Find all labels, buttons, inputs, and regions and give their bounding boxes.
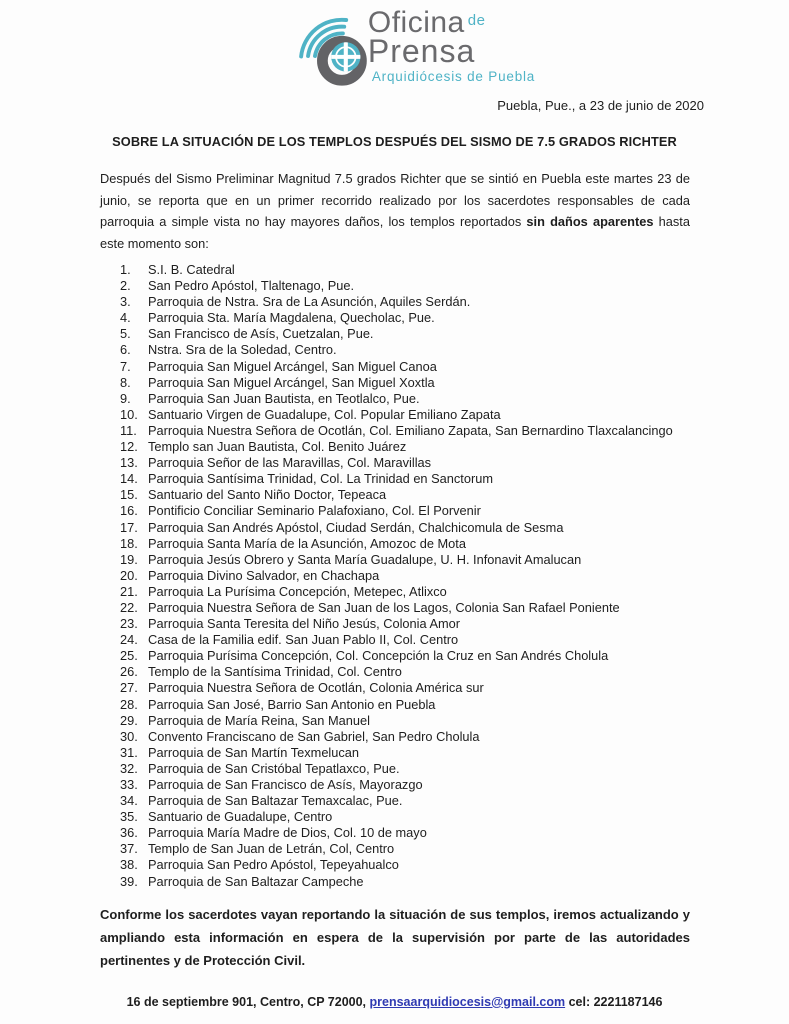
dateline: Puebla, Pue., a 23 de junio de 2020: [497, 98, 704, 113]
temple-name: Parroquia San Miguel Arcángel, San Miguel Xoxtla: [148, 374, 435, 390]
temple-name: Parroquia Santa Teresita del Niño Jesús, Colonia Amor: [148, 616, 461, 632]
temple-list-item: [120, 777, 729, 793]
temple-name: Parroquia de San Cristóbal Tepatlaxco, Pue.: [148, 760, 400, 776]
temple-list-item: [120, 729, 729, 745]
temple-list-item: [120, 278, 729, 294]
temple-list-item: [120, 520, 729, 536]
temple-list-item: [120, 342, 729, 358]
temple-list-item: [120, 423, 729, 439]
temple-name: Nstra. Sra de la Soledad, Centro.: [148, 342, 337, 358]
intro-text-after: hasta este momento son:: [100, 214, 690, 251]
temple-list-item: [120, 632, 729, 648]
temple-name: Parroquia Señor de las Maravillas, Col. Maravillas: [148, 455, 432, 471]
email-link[interactable]: prensaarquidiocesis@gmail.com: [369, 994, 566, 1009]
intro-paragraph: [100, 168, 690, 254]
temple-name: Parroquia San Pedro Apóstol, Tepeyahualco: [148, 857, 399, 873]
temple-name: San Francisco de Asís, Cuetzalan, Pue.: [148, 326, 374, 342]
temple-list-item: [120, 503, 729, 519]
temple-number: 3.: [120, 294, 131, 310]
intro-text-before: Después del Sismo Preliminar Magnitud 7.5 grados Richter que se sintió en Puebla este martes 23 de junio, se reporta que en un primer recorrido realizado por los sacerdotes responsables de cada parroquia a simple vista no hay mayores daños, los templos reportados: [100, 171, 690, 229]
temple-name: Parroquia Santísima Trinidad, Col. La Trinidad en Sanctorum: [148, 471, 493, 487]
press-office-logo-text: [368, 8, 535, 84]
temple-number: 7.: [120, 358, 131, 374]
temple-number: 27.: [120, 680, 138, 696]
temple-name: Parroquia Nuestra Señora de Ocotlán, Col. Emiliano Zapata, San Bernardino Tlaxcalancingo: [148, 422, 673, 438]
temple-list-item: [120, 648, 729, 664]
temple-list-item: [120, 841, 729, 857]
logo-de-text: de: [467, 12, 486, 29]
temple-list-item: [120, 471, 729, 487]
temple-list-item: [120, 536, 729, 552]
temple-number: 35.: [120, 809, 138, 825]
temple-number: 39.: [120, 873, 138, 889]
temple-name: Parroquia de San Baltazar Campeche: [148, 873, 364, 889]
temple-name: Templo de la Santísima Trinidad, Col. Centro: [148, 664, 402, 680]
temple-name: Parroquia de María Reina, San Manuel: [148, 712, 370, 728]
temple-number: 25.: [120, 648, 138, 664]
temple-number: 2.: [120, 278, 131, 294]
temple-number: 5.: [120, 326, 131, 342]
temple-list-item: [120, 359, 729, 375]
temple-number: 33.: [120, 777, 138, 792]
cross-window-icon: [322, 41, 361, 80]
temple-list-item: [120, 487, 729, 503]
temple-name: Parroquia de San Baltazar Temaxcalac, Pue.: [148, 793, 403, 809]
press-office-logo: [22, 0, 789, 88]
temple-list-item: [120, 375, 729, 391]
temple-number: 31.: [120, 744, 138, 760]
temple-list-item: [120, 713, 729, 729]
temple-number: 22.: [120, 599, 138, 615]
temple-number: 8.: [120, 374, 131, 390]
temple-number: 17.: [120, 519, 138, 535]
temple-name: Parroquia San Juan Bautista, en Teotlalco, Pue.: [148, 390, 420, 406]
temple-number: 21.: [120, 583, 138, 599]
temple-number: 38.: [120, 857, 138, 873]
temple-list-item: [120, 664, 729, 680]
temple-name: Parroquia Jesús Obrero y Santa María Guadalupe, U. H. Infonavit Amalucan: [148, 551, 582, 567]
temple-number: 15.: [120, 487, 138, 503]
temple-number: 9.: [120, 390, 131, 406]
temple-name: Parroquia San José, Barrio San Antonio en Puebla: [148, 696, 436, 712]
temple-name: Convento Franciscano de San Gabriel, San Pedro Cholula: [148, 728, 480, 744]
temple-number: 1.: [120, 262, 131, 277]
temple-name: Santuario Virgen de Guadalupe, Col. Popular Emiliano Zapata: [148, 406, 501, 422]
temple-list-item: [120, 584, 729, 600]
temple-number: 24.: [120, 632, 138, 648]
temple-list-item: [120, 552, 729, 568]
temple-number: 23.: [120, 616, 138, 632]
temple-name: Santuario del Santo Niño Doctor, Tepeaca: [148, 487, 387, 503]
temple-name: Parroquia María Madre de Dios, Col. 10 de mayo: [148, 825, 427, 841]
temple-list-item: [120, 874, 729, 890]
temple-number: 11.: [120, 422, 137, 438]
intro-bold-phrase: sin daños aparentes: [526, 214, 654, 229]
temple-name: Pontificio Conciliar Seminario Palafoxiano, Col. El Porvenir: [148, 503, 481, 519]
temple-number: 14.: [120, 471, 138, 487]
footer-phone: cel: 2221187146: [565, 994, 663, 1009]
temple-list: [120, 262, 729, 890]
temple-name: Parroquia Nuestra Señora de Ocotlán, Colonia América sur: [148, 680, 484, 696]
temple-list-item: [120, 439, 729, 455]
temple-number: 4.: [120, 310, 131, 326]
temple-list-item: [120, 825, 729, 841]
temple-name: Parroquia de San Francisco de Asís, Mayorazgo: [148, 777, 423, 792]
temple-name: Parroquia Sta. María Magdalena, Quecholac, Pue.: [148, 310, 435, 326]
temple-list-item: [120, 294, 729, 310]
temple-name: Parroquia Nuestra Señora de San Juan de los Lagos, Colonia San Rafael Poniente: [148, 599, 620, 615]
temple-name: Santuario de Guadalupe, Centro: [148, 809, 333, 825]
temple-name: Casa de la Familia edif. San Juan Pablo II, Col. Centro: [148, 632, 459, 648]
temple-number: 29.: [120, 712, 138, 728]
temple-list-item: [120, 455, 729, 471]
temple-name: Parroquia Santa María de la Asunción, Amozoc de Mota: [148, 535, 466, 551]
temple-number: 12.: [120, 439, 138, 455]
temple-list-item: [120, 326, 729, 342]
document-title: SOBRE LA SITUACIÓN DE LOS TEMPLOS DESPUÉS DEL SISMO DE 7.5 GRADOS RICHTER: [112, 134, 677, 149]
closing-paragraph: Conforme los sacerdotes vayan reportando la situación de sus templos, iremos actualizando y ampliando esta información en espera de la supervisión por parte de las autoridades pertinentes y de Protección Civil.: [100, 906, 690, 968]
temple-number: 16.: [120, 503, 138, 519]
temple-list-item: [120, 407, 729, 423]
temple-number: 28.: [120, 696, 138, 712]
temple-name: Parroquia San Andrés Apóstol, Ciudad Serdán, Chalchicomula de Sesma: [148, 519, 564, 535]
temple-list-item: [120, 761, 729, 777]
logo-word-prensa: Prensa: [367, 33, 476, 69]
temple-name: Parroquia Divino Salvador, en Chachapa: [148, 567, 380, 583]
temple-list-item: [120, 745, 729, 761]
temple-list-item: [120, 809, 729, 825]
temple-number: 20.: [120, 567, 138, 583]
temple-list-item: [120, 600, 729, 616]
temple-number: 19.: [120, 551, 138, 567]
temple-list-item: [120, 391, 729, 407]
temple-list-item: [120, 680, 729, 696]
temple-name: Templo de San Juan de Letrán, Col, Centro: [148, 841, 395, 857]
footer-contact: [0, 995, 789, 1009]
temple-number: 26.: [120, 664, 138, 680]
footer-address: 16 de septiembre 901, Centro, CP 72000,: [126, 994, 370, 1009]
temple-number: 13.: [120, 455, 138, 471]
temple-name: Parroquia San Miguel Arcángel, San Miguel Canoa: [148, 358, 437, 374]
temple-name: S.I. B. Catedral: [148, 262, 235, 277]
temple-number: 37.: [120, 841, 138, 857]
temple-number: 10.: [120, 406, 138, 422]
temple-name: Templo san Juan Bautista, Col. Benito Juárez: [148, 439, 407, 455]
temple-number: 6.: [120, 342, 131, 358]
logo-subtitle: Arquidiócesis de Puebla: [371, 69, 536, 84]
press-office-logo-icon: [298, 16, 378, 88]
temple-list-item: [120, 857, 729, 873]
temple-number: 36.: [120, 825, 138, 841]
temple-name: Parroquia de Nstra. Sra de La Asunción, Aquiles Serdán.: [148, 294, 471, 310]
temple-number: 30.: [120, 728, 138, 744]
temple-list-item: [120, 262, 729, 278]
temple-number: 18.: [120, 535, 138, 551]
logo-oficina-text: Oficina: [367, 6, 465, 39]
temple-name: Parroquia Purísima Concepción, Col. Concepción la Cruz en San Andrés Cholula: [148, 648, 609, 664]
temple-name: Parroquia de San Martín Texmelucan: [148, 744, 360, 760]
temple-name: San Pedro Apóstol, Tlaltenago, Pue.: [148, 278, 355, 294]
temple-list-item: [120, 697, 729, 713]
temple-list-item: [120, 616, 729, 632]
temple-list-item: [120, 568, 729, 584]
temple-number: 32.: [120, 760, 138, 776]
temple-list-item: [120, 793, 729, 809]
temple-number: 34.: [120, 793, 138, 809]
temple-list-item: [120, 310, 729, 326]
temple-name: Parroquia La Purísima Concepción, Metepec, Atlixco: [148, 583, 447, 599]
